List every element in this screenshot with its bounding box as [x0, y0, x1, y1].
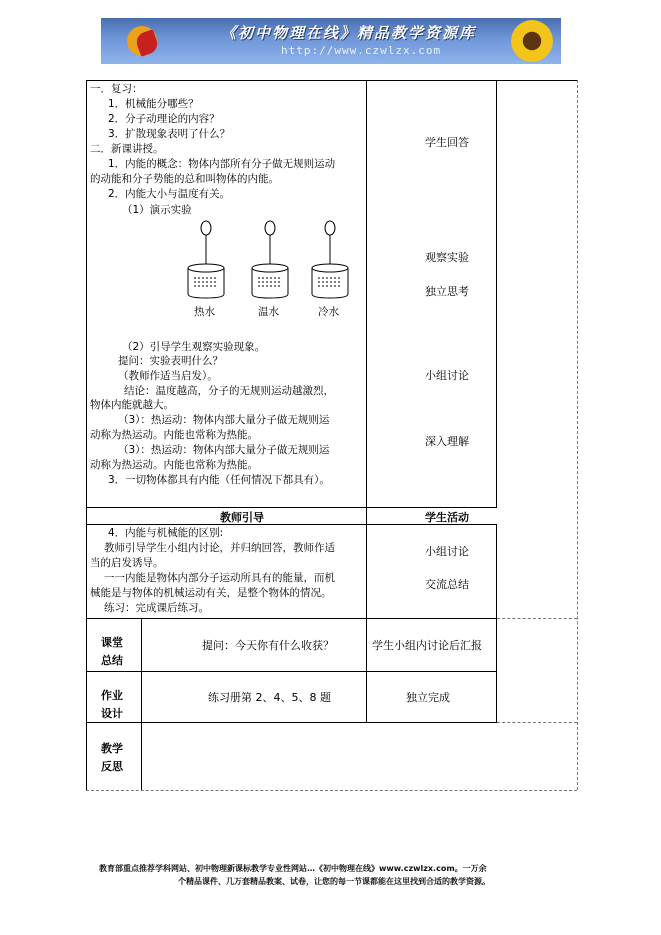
footer-note — [99, 862, 569, 888]
review-q2: 2．分子动理论的内容？ — [108, 113, 220, 125]
cold-water-label: 冷水 — [318, 306, 339, 318]
teacher-guide-header: 教师引导 — [220, 511, 264, 524]
warm-water-label: 温水 — [258, 306, 279, 318]
thermal-motion-a1: （3）：热运动：物体内部大量分子做无规则运 — [118, 414, 330, 426]
activity-group-discuss: 小组讨论 — [425, 369, 469, 382]
sunflower-icon — [511, 20, 553, 62]
summary-content: 提问：今天你有什么收获？ — [202, 639, 334, 652]
row-divider-3 — [86, 618, 497, 619]
concept-line2: 的动能和分子势能的总和叫物体的内能。 — [90, 173, 279, 185]
conclusion-line2: 物体内能就越大。 — [90, 399, 174, 411]
warm-water-beaker — [252, 221, 288, 298]
col-divider-1 — [366, 80, 367, 723]
table-top-border — [86, 80, 577, 81]
reflection-label-bottom: 反思 — [101, 760, 123, 773]
review-heading: 一．复习： — [90, 83, 143, 95]
label-col-divider — [141, 618, 142, 790]
activity-discuss-2: 小组讨论 — [425, 545, 469, 558]
thermal-motion-a2: 动称为热运动。内能也常称为热能。 — [90, 429, 258, 441]
activity-answer: 学生回答 — [425, 136, 469, 149]
homework-label-bottom: 设计 — [101, 707, 123, 720]
question-line: 提问：实验表明什么？ — [118, 355, 223, 367]
homework-activity: 独立完成 — [406, 691, 450, 704]
col-divider-2 — [496, 80, 497, 507]
hint-line: （教师作适当启发）。 — [118, 370, 218, 382]
homework-label-top: 作业 — [101, 689, 123, 702]
activity-observe: 观察实验 — [425, 251, 469, 264]
banner-title: 《初中物理在线》精品教学资源库 — [221, 24, 477, 42]
row-divider-5 — [86, 722, 497, 723]
all-objects-line: 3．一切物体都具有内能（任何情况下都具有）。 — [108, 474, 330, 486]
difference-line2: 械能是与物体的机械运动有关，是整个物体的情况。 — [90, 587, 332, 599]
review-q3: 3．扩散现象表明了什么？ — [108, 128, 231, 140]
summary-label-bottom: 总结 — [101, 654, 123, 667]
activity-understand: 深入理解 — [425, 435, 469, 448]
thermal-motion-b1: （3）：热运动：物体内部大量分子做无规则运 — [118, 444, 330, 456]
cold-water-beaker — [312, 221, 348, 298]
row-dashed-1 — [497, 618, 577, 619]
footer-line1: 教育部重点推荐学科网站、初中物理新课标教学专业性网站…《初中物理在线》www.czwlzx.com。一万余 — [99, 864, 487, 873]
footer-line2: 个精品课件、几万套精品教案、试卷，让您的每一节课都能在这里找到合适的教学资源。 — [178, 877, 490, 886]
summary-activity: 学生小组内讨论后汇报 — [372, 639, 482, 652]
review-q1: 1．机械能分哪些？ — [108, 98, 199, 110]
row-dashed-2 — [497, 722, 577, 723]
hot-water-beaker — [188, 221, 224, 298]
exercise-line: 练习：完成课后练习。 — [104, 602, 209, 614]
temperature-line: 2．内能大小与温度有关。 — [108, 188, 231, 200]
banner-url[interactable]: http://www.czwlzx.com — [281, 44, 442, 57]
row-divider-4 — [86, 671, 497, 672]
teacher-guide-line1: 教师引导学生小组内讨论，并归纳回答，教师作适 — [104, 542, 335, 554]
summary-label-top: 课堂 — [101, 636, 123, 649]
right-dashed-border — [577, 80, 578, 790]
activity-summarize: 交流总结 — [425, 578, 469, 591]
teacher-guide-line2: 当的启发诱导。 — [90, 557, 164, 569]
bottom-dashed-border — [86, 790, 577, 791]
student-activity-header: 学生活动 — [425, 511, 469, 524]
difference-heading: 4．内能与机械能的区别: — [108, 527, 224, 539]
table-left-border — [86, 80, 87, 790]
reflection-label-top: 教学 — [101, 742, 123, 755]
col-divider-2b — [496, 524, 497, 723]
new-lesson-heading: 二．新课讲授。 — [90, 143, 164, 155]
concept-line1: 1．内能的概念：物体内部所有分子做无规则运动 — [108, 158, 336, 170]
header-banner — [101, 18, 561, 64]
homework-content: 练习册第 2、4、5、8 题 — [208, 691, 331, 704]
observe-guide: （2）引导学生观察实验现象。 — [122, 341, 266, 353]
activity-think: 独立思考 — [425, 285, 469, 298]
thermal-motion-b2: 动称为热运动。内能也常称为热能。 — [90, 459, 258, 471]
demo-experiment: （1）演示实验 — [122, 204, 192, 216]
hot-water-label: 热水 — [194, 306, 215, 318]
difference-line1: 一一内能是物体内部分子运动所具有的能量，而机 — [104, 572, 335, 584]
row-divider-1 — [86, 507, 497, 508]
conclusion-line1: 结论：温度越高，分子的无规则运动越激烈， — [124, 385, 334, 397]
